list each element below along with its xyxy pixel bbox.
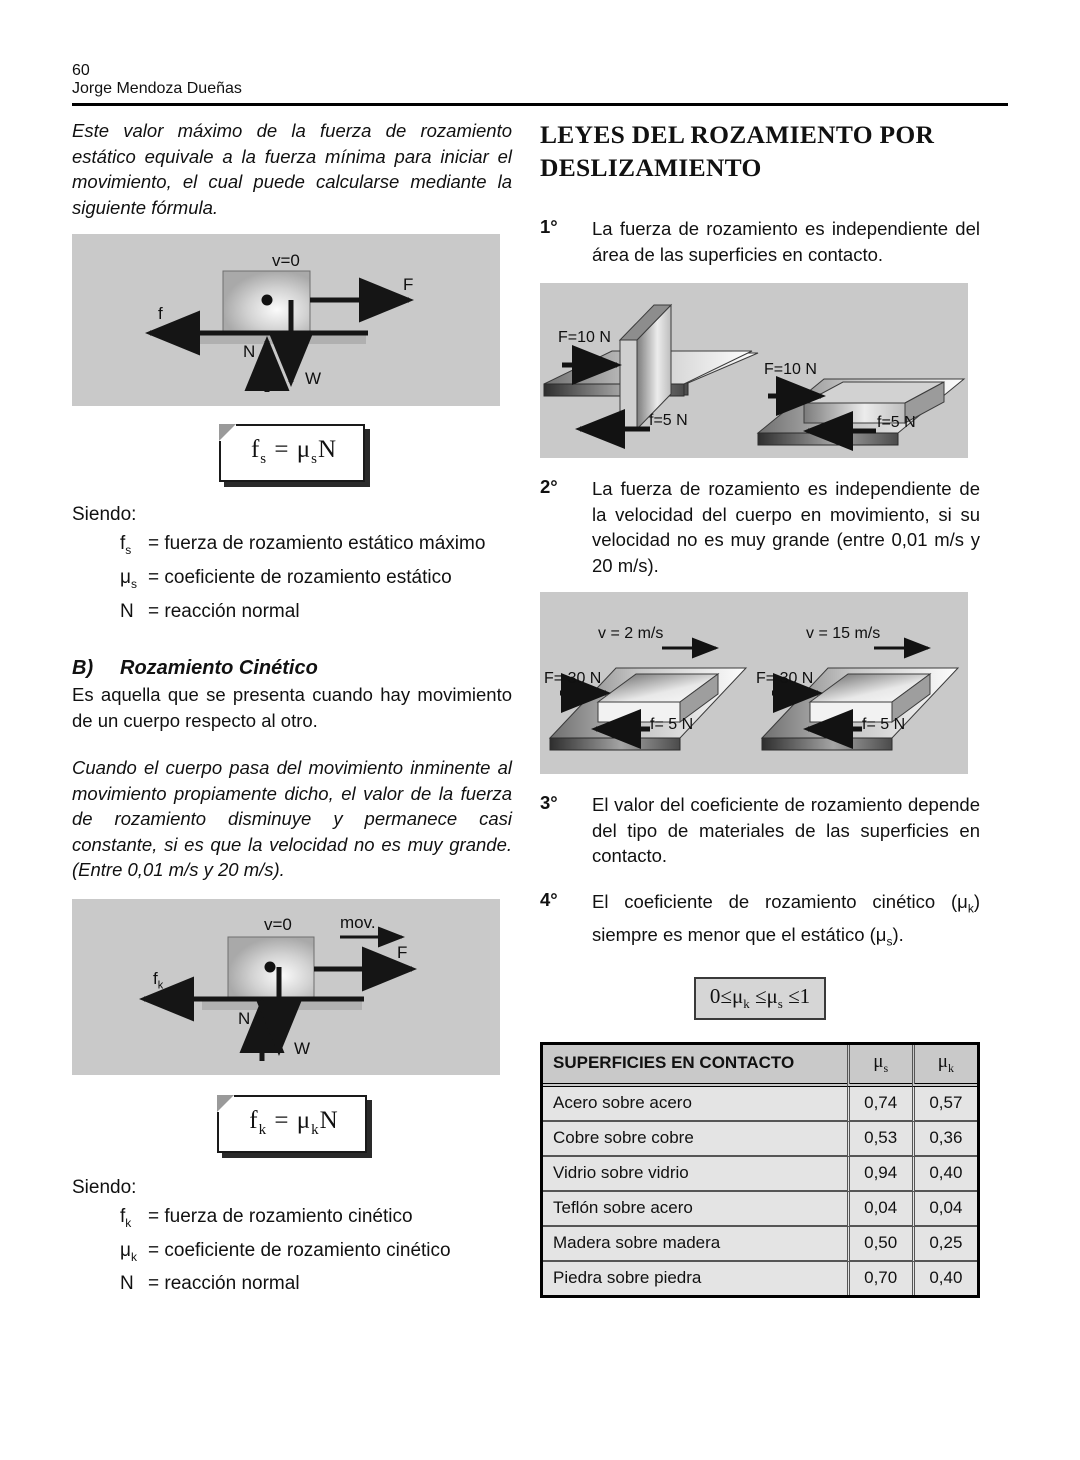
definition-row: $f_k$ = fuerza de rozamiento cinético: [120, 1205, 413, 1230]
label-applied-force-left: F=10 N: [558, 329, 611, 346]
section-b-heading: [72, 657, 512, 680]
author-name: Jorge Mendoza Dueñas: [72, 80, 242, 97]
label-normal-n: N: [238, 1008, 251, 1028]
label-weight-w: W: [294, 1038, 311, 1058]
cell-mu-kinetic: 0,25: [912, 1227, 977, 1262]
cell-mu-kinetic: 0,40: [912, 1262, 977, 1295]
flat-block-group: [758, 379, 964, 445]
label-velocity-zero: v=0: [272, 251, 300, 270]
kinetic-formula-box: [217, 1095, 366, 1153]
cell-mu-static: 0,50: [847, 1227, 912, 1262]
header-divider: [72, 103, 1008, 106]
label-velocity-right: v = 15 m/s: [806, 625, 881, 642]
static-formula-text: $f_s = \mu_sN$: [250, 436, 338, 467]
label-friction-f: f: [158, 304, 163, 323]
cell-mu-static: 0,04: [847, 1192, 912, 1227]
inequality-wrap: [540, 977, 980, 1020]
table-row: [543, 1087, 977, 1122]
label-friction-left: f= 5 N: [650, 716, 694, 733]
coefficient-table: [540, 1042, 980, 1298]
label-weight-w: W: [305, 369, 322, 388]
label-movement: mov.: [340, 912, 376, 932]
siendo-label-static: Siendo:: [72, 504, 137, 525]
definition-row: $f_s$ = fuerza de rozamiento estático máximo: [120, 533, 486, 557]
law-number: 4°: [540, 888, 558, 910]
section-title: LEYES DEL ROZAMIENTO POR DESLIZAMIENTO: [540, 120, 935, 182]
law-number: 1°: [540, 216, 558, 237]
cell-surface: Vidrio sobre vidrio: [543, 1157, 847, 1192]
definition-row: N = reacción normal: [120, 1273, 300, 1295]
section-b-letter: B): [72, 657, 94, 680]
section-b-italic-paragraph: Cuando el cuerpo pasa del movimiento inminente al movimiento propiamente dicho, el valor de la fuerza de rozamiento disminuye y permanece casi constante, si es que la velocidad no es muy grande. (Entre 0,01 m/s y 20 m/s).: [72, 757, 512, 881]
cell-mu-static: 0,74: [847, 1087, 912, 1122]
cell-surface: Piedra sobre piedra: [553, 1267, 702, 1287]
kinetic-definitions: [120, 1203, 512, 1304]
static-formula-box: [219, 424, 365, 482]
law-text: La fuerza de rozamiento es independiente de la velocidad del cuerpo en movimiento, si su velocidad no es muy grande (entre 0,01 m/s y 20 m/s).: [592, 478, 980, 576]
label-applied-force-right: F=10 N: [764, 361, 817, 378]
law-text: La fuerza de rozamiento es independiente del área de las superficies en contacto.: [592, 218, 980, 265]
section-b-title: Rozamiento Cinético: [120, 657, 318, 680]
label-force-f: F: [397, 942, 408, 962]
table-header-row: [543, 1045, 977, 1087]
velocity-diagram-svg: [540, 592, 968, 774]
law-number: 3°: [540, 792, 558, 813]
velocity-scene-right: [762, 648, 958, 750]
cell-mu-static: 0,70: [847, 1262, 912, 1295]
left-column: [72, 118, 512, 1304]
label-friction-left: f=5 N: [649, 412, 688, 429]
label-friction-fk: $f_k$: [153, 968, 164, 992]
cell-mu-kinetic: 0,57: [912, 1087, 977, 1122]
standing-block-group: [544, 305, 758, 429]
table-row: [543, 1227, 977, 1262]
area-independence-diagram: [540, 283, 968, 458]
velocity-scene-left: [550, 648, 746, 750]
label-velocity-left: v = 2 m/s: [598, 625, 664, 642]
column-header-mu-static: $\mu_s$: [847, 1045, 912, 1087]
inequality-box: $0\le\mu_k \le\mu_s \le 1$: [694, 977, 826, 1020]
label-applied-force-right: F= 30 N: [756, 670, 814, 687]
column-header-mu-kinetic: $\mu_k$: [912, 1045, 977, 1087]
velocity-independence-diagram: [540, 592, 968, 774]
siendo-label-kinetic: Siendo:: [72, 1176, 137, 1198]
intro-paragraph: Este valor máximo de la fuerza de rozamiento estático equivale a la fuerza mínima para iniciar el movimiento, el cual puede calcularse mediante la siguiente fórmula.: [72, 120, 512, 218]
label-friction-right: f=5 N: [877, 414, 916, 431]
cell-mu-kinetic: 0,04: [912, 1192, 977, 1227]
static-friction-diagram: [72, 234, 500, 406]
definition-row: $\mu_s$ = coeficiente de rozamiento estático: [120, 566, 452, 591]
table-body: [543, 1087, 977, 1295]
definition-row: N = reacción normal: [120, 600, 300, 622]
kinetic-formula-text: $f_k = \mu_kN$: [249, 1106, 339, 1138]
law-number: 2°: [540, 476, 558, 497]
section-b-paragraph: Es aquella que se presenta cuando hay movimiento de un cuerpo respecto al otro.: [72, 684, 512, 731]
cell-mu-kinetic: 0,40: [912, 1157, 977, 1192]
page-number: 60: [72, 62, 90, 79]
cell-surface: Acero sobre acero: [543, 1087, 847, 1122]
law-item-4: [540, 889, 980, 955]
table-row: [543, 1262, 977, 1295]
label-velocity-zero: v=0: [264, 914, 292, 934]
label-force-f: F: [403, 275, 414, 294]
static-definitions: [120, 530, 512, 631]
law-item-2: [540, 476, 980, 578]
cell-surface: Madera sobre madera: [543, 1227, 847, 1262]
cell-mu-static: 0,53: [847, 1122, 912, 1157]
law-item-1: [540, 216, 980, 267]
kinetic-formula-wrap: [72, 1095, 512, 1153]
cell-mu-kinetic: 0,36: [912, 1122, 977, 1157]
table-row: [543, 1192, 977, 1227]
page-header: [72, 62, 1008, 110]
kinetic-friction-diagram: [72, 899, 500, 1075]
label-friction-right: f= 5 N: [862, 716, 906, 733]
right-column: [540, 118, 980, 1298]
label-normal-n: N: [243, 342, 256, 361]
law-text: El valor del coeficiente de rozamiento depende del tipo de materiales de las superficies en contacto.: [592, 794, 980, 866]
column-header-surfaces: SUPERFICIES EN CONTACTO: [543, 1045, 847, 1087]
label-applied-force-left: F= 30 N: [544, 670, 602, 687]
law-text: El coeficiente de rozamiento cinético $(\mu_k)$ siempre es menor que el estático $(\mu_s)$.: [592, 890, 980, 949]
cell-surface: Teflón sobre acero: [543, 1192, 847, 1227]
cell-surface: Cobre sobre cobre: [543, 1122, 847, 1157]
definition-row: $\mu_k$ = coeficiente de rozamiento cinético: [120, 1239, 451, 1264]
table-row: [543, 1122, 977, 1157]
table-row: [543, 1157, 977, 1192]
static-formula-wrap: [72, 424, 512, 482]
table-header: [543, 1045, 977, 1087]
cell-mu-static: 0,94: [847, 1157, 912, 1192]
law-item-3: [540, 792, 980, 869]
